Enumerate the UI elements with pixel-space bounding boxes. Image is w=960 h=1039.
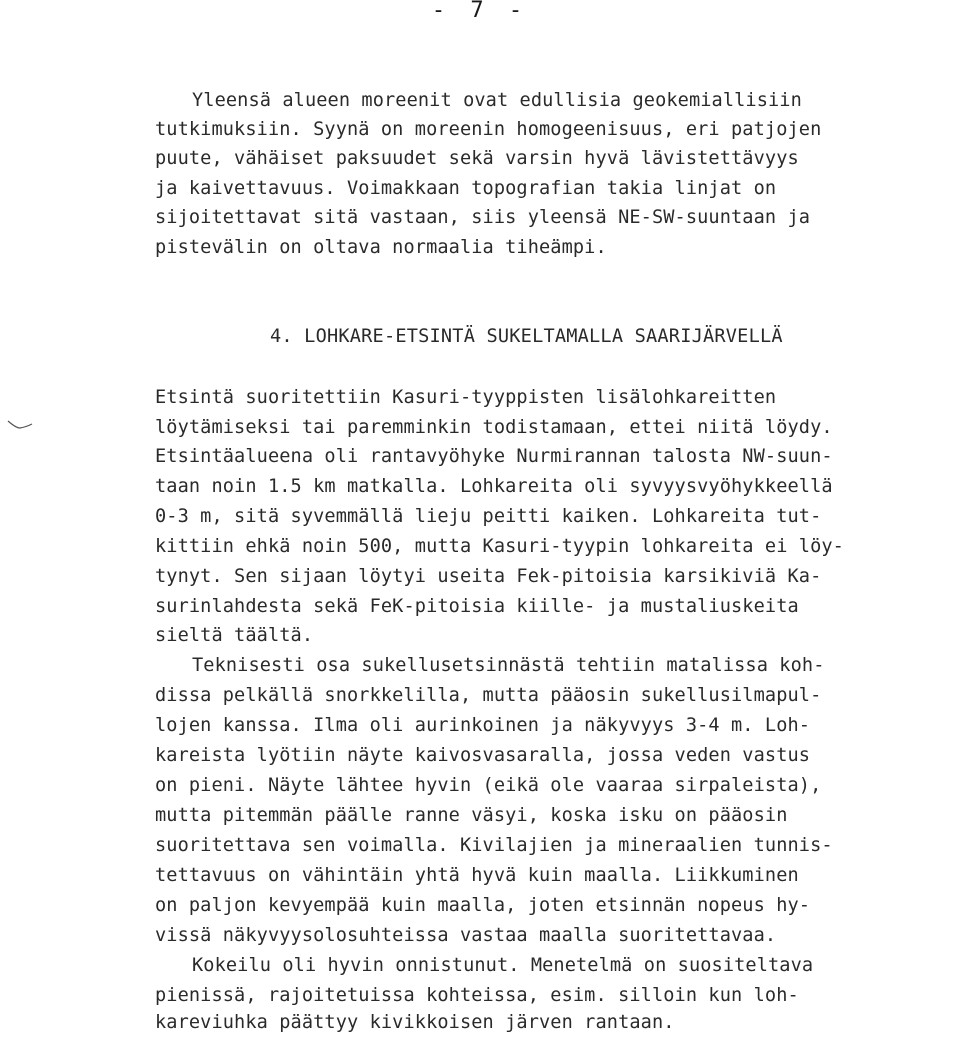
page-number: - 7 - (431, 0, 529, 23)
paragraph3-line: kareista lyötiin näyte kaivosvasaralla, jossa veden vastus (155, 745, 811, 766)
paragraph1-line: ja kaivettavuus. Voimakkaan topografian takia linjat on (155, 178, 777, 199)
paragraph3-line: lojen kanssa. Ilma oli aurinkoinen ja näkyvyys 3-4 m. Loh- (155, 715, 811, 736)
paragraph4-line: Kokeilu oli hyvin onnistunut. Menetelmä on suositeltava (192, 955, 814, 976)
paragraph4-line: kareviuhka päättyy kivikkoisen järven rantaan. (155, 1012, 675, 1033)
paragraph1-line: sijoitettavat sitä vastaan, siis yleensä NE-SW-suuntaan ja (155, 207, 811, 228)
paragraph3-line: on pieni. Näyte lähtee hyvin (eikä ole vaaraa sirpaleista), (155, 775, 822, 796)
paragraph4-line: pienissä, rajoitetuissa kohteissa, esim. silloin kun loh- (155, 985, 799, 1006)
paragraph3-line: suoritettava sen voimalla. Kivilajien ja mineraalien tunnis- (155, 835, 833, 856)
margin-tick-mark (6, 418, 34, 432)
paragraph2-line: tynyt. Sen sijaan löytyi useita Fek-pitoisia karsikiviä Ka- (155, 566, 822, 587)
paragraph2-line: Etsintäalueena oli rantavyöhyke Nurmirannan talosta NW-suun- (155, 446, 833, 467)
paragraph1-line: Yleensä alueen moreenit ovat edullisia geokemiallisiin (192, 90, 802, 111)
paragraph3-line: vissä näkyvyysolosuhteissa vastaa maalla suoritettavaa. (155, 925, 777, 946)
paragraph1-line: tutkimuksiin. Syynä on moreenin homogeenisuus, eri patjojen (155, 119, 822, 140)
paragraph2-line: 0-3 m, sitä syvemmällä lieju peitti kaiken. Lohkareita tut- (155, 506, 822, 527)
paragraph2-line: taan noin 1.5 km matkalla. Lohkareita oli syvyysvyöhykkeellä (155, 476, 833, 497)
paragraph2-line: sieltä täältä. (155, 625, 314, 646)
paragraph2-line: surinlahdesta sekä FeK-pitoisia kiille- ja mustaliuskeita (155, 596, 799, 617)
paragraph1-line: puute, vähäiset paksuudet sekä varsin hyvä lävistettävyys (155, 148, 799, 169)
paragraph3-line: tettavuus on vähintäin yhtä hyvä kuin maalla. Liikkuminen (155, 865, 799, 886)
section-heading: 4. LOHKARE-ETSINTÄ SUKELTAMALLA SAARIJÄRVELLÄ (270, 326, 783, 347)
paragraph2-line: löytämiseksi tai paremminkin todistamaan, ettei niitä löydy. (155, 417, 833, 438)
paragraph1-line: pistevälin on oltava normaalia tiheämpi. (155, 237, 607, 258)
paragraph3-line: Teknisesti osa sukellusetsinnästä tehtiin matalissa koh- (192, 655, 825, 676)
paragraph2-line: kittiin ehkä noin 500, mutta Kasuri-tyypin lohkareita ei löy- (155, 536, 844, 557)
paragraph2-line: Etsintä suoritettiin Kasuri-tyyppisten lisälohkareitten (155, 387, 777, 408)
paragraph3-line: mutta pitemmän päälle ranne väsyi, koska isku on pääosin (155, 805, 788, 826)
paragraph3-line: dissa pelkällä snorkkelilla, mutta pääosin sukellusilmapul- (155, 685, 822, 706)
paragraph3-line: on paljon kevyempää kuin maalla, joten etsinnän nopeus hy- (155, 895, 811, 916)
